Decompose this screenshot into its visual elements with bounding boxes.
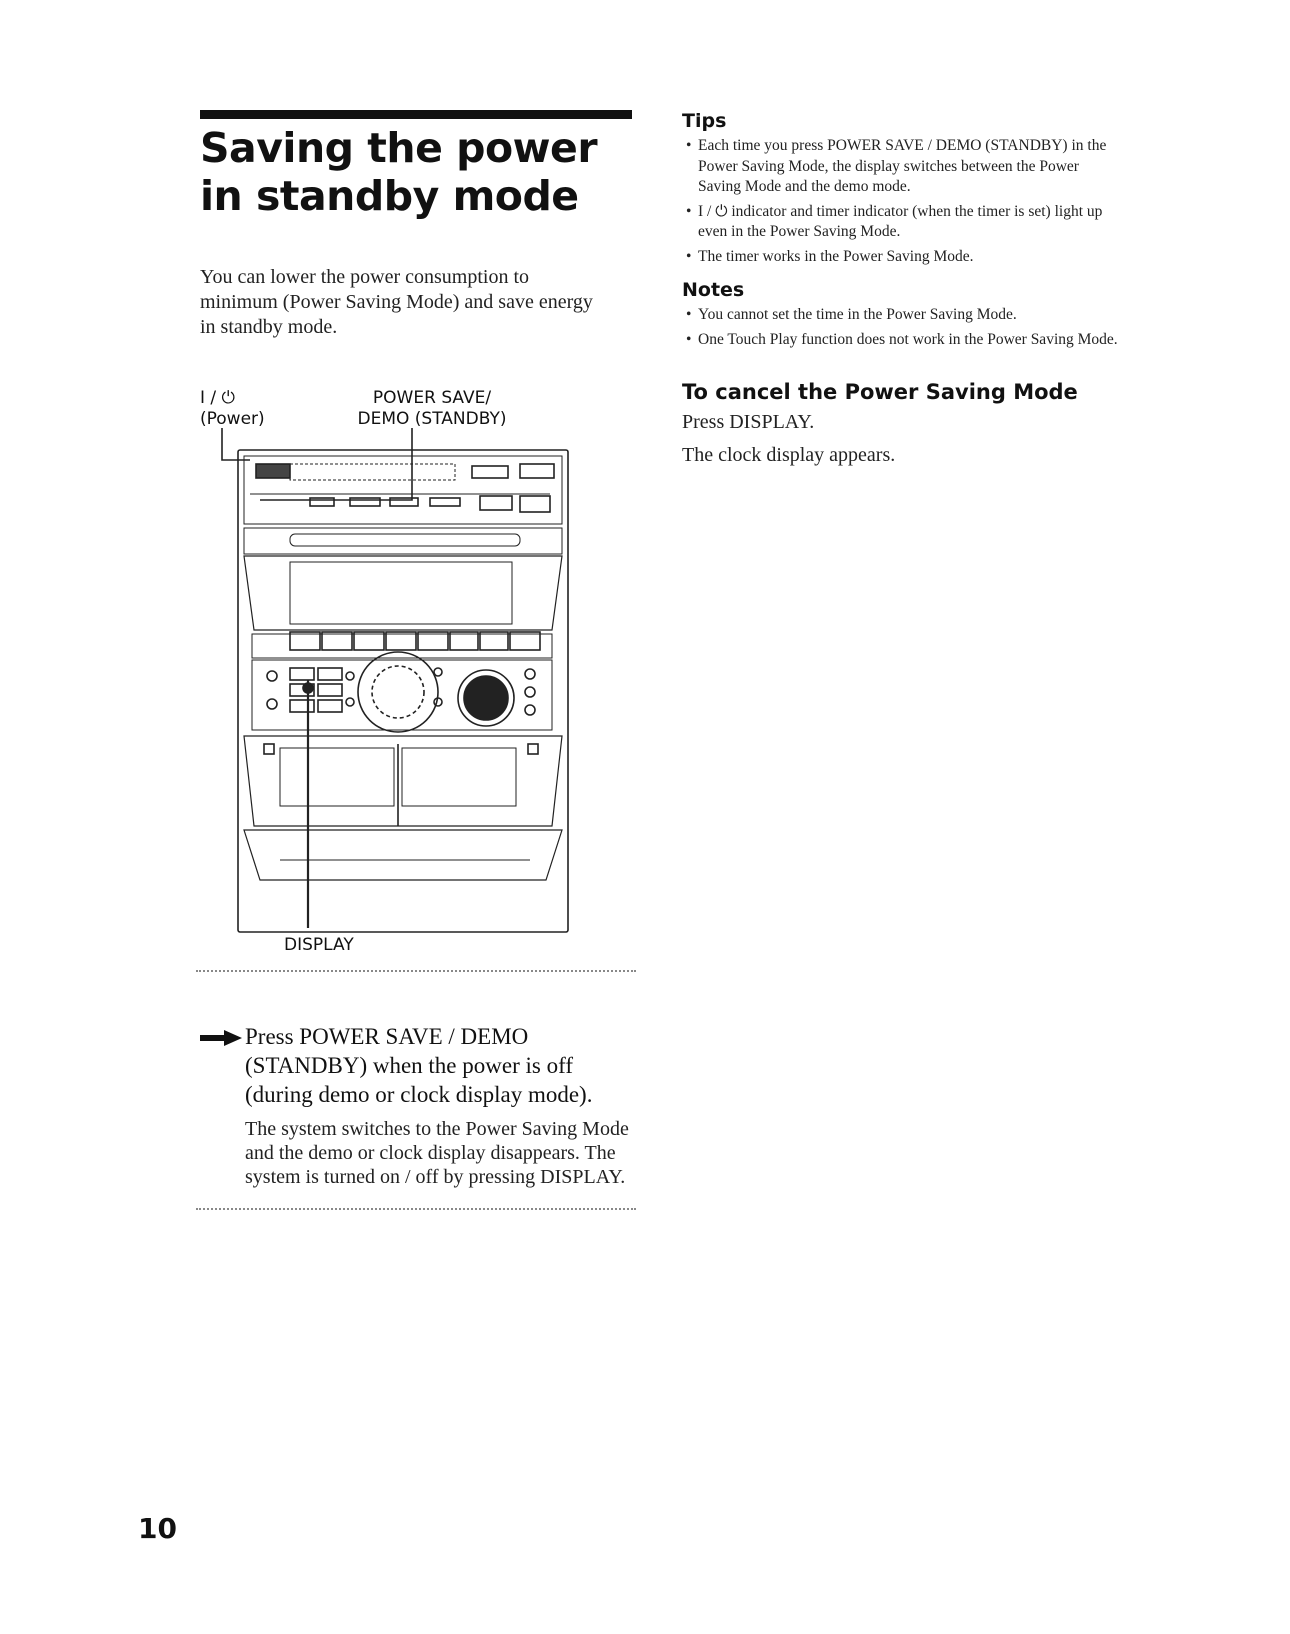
tips-heading: Tips (682, 110, 727, 132)
list-item: • You cannot set the time in the Power Saving Mode. (682, 305, 1122, 326)
list-item: • Each time you press POWER SAVE / DEMO (STANDBY) in the Power Saving Mode, the display switches between the Power Saving Mode and the demo mode. (682, 136, 1122, 198)
power-save-label-line1: POWER SAVE/ (372, 388, 492, 408)
power-label-symbol: I / ⏻ (200, 388, 235, 408)
list-item: • One Touch Play function does not work in the Power Saving Mode. (682, 330, 1122, 351)
list-item: • The timer works in the Power Saving Mode. (682, 247, 1122, 268)
tips-list (682, 136, 1122, 267)
step-divider-bottom (196, 1208, 636, 1210)
right-column (682, 108, 1122, 476)
cancel-instruction: Press DISPLAY. (682, 411, 815, 433)
notes-list (682, 305, 1122, 350)
power-label-text: (Power) (200, 409, 265, 429)
list-item: • I / ⏻ indicator and timer indicator (when the timer is set) light up even in the Power Saving Mode. (682, 202, 1122, 243)
step-result: The system switches to the Power Saving Mode and the demo or clock display disappears. The system is turned on / off by pressing DISPLAY. (245, 1118, 629, 1188)
step-divider-top (196, 970, 636, 972)
arrow-icon (200, 1030, 242, 1046)
intro-text: You can lower the power consumption to minimum (Power Saving Mode) and save energy in standby mode. (200, 266, 593, 338)
step-instruction-text: Press POWER SAVE / DEMO (STANDBY) when the power is off (during demo or clock display mode). (245, 1024, 593, 1107)
stereo-system-illustration (200, 380, 600, 940)
procedure-step (200, 1022, 640, 1189)
page-title: Saving the power in standby mode (200, 124, 598, 220)
step-instruction (200, 1022, 640, 1109)
notes-heading: Notes (682, 279, 745, 301)
display-button-label: DISPLAY (284, 935, 354, 955)
cancel-result: The clock display appears. (682, 444, 896, 466)
power-save-label-line2: DEMO (STANDBY) (357, 409, 507, 429)
cancel-heading: To cancel the Power Saving Mode (682, 380, 1078, 404)
title-rule (200, 110, 632, 119)
page-number: 10 (138, 1512, 177, 1545)
